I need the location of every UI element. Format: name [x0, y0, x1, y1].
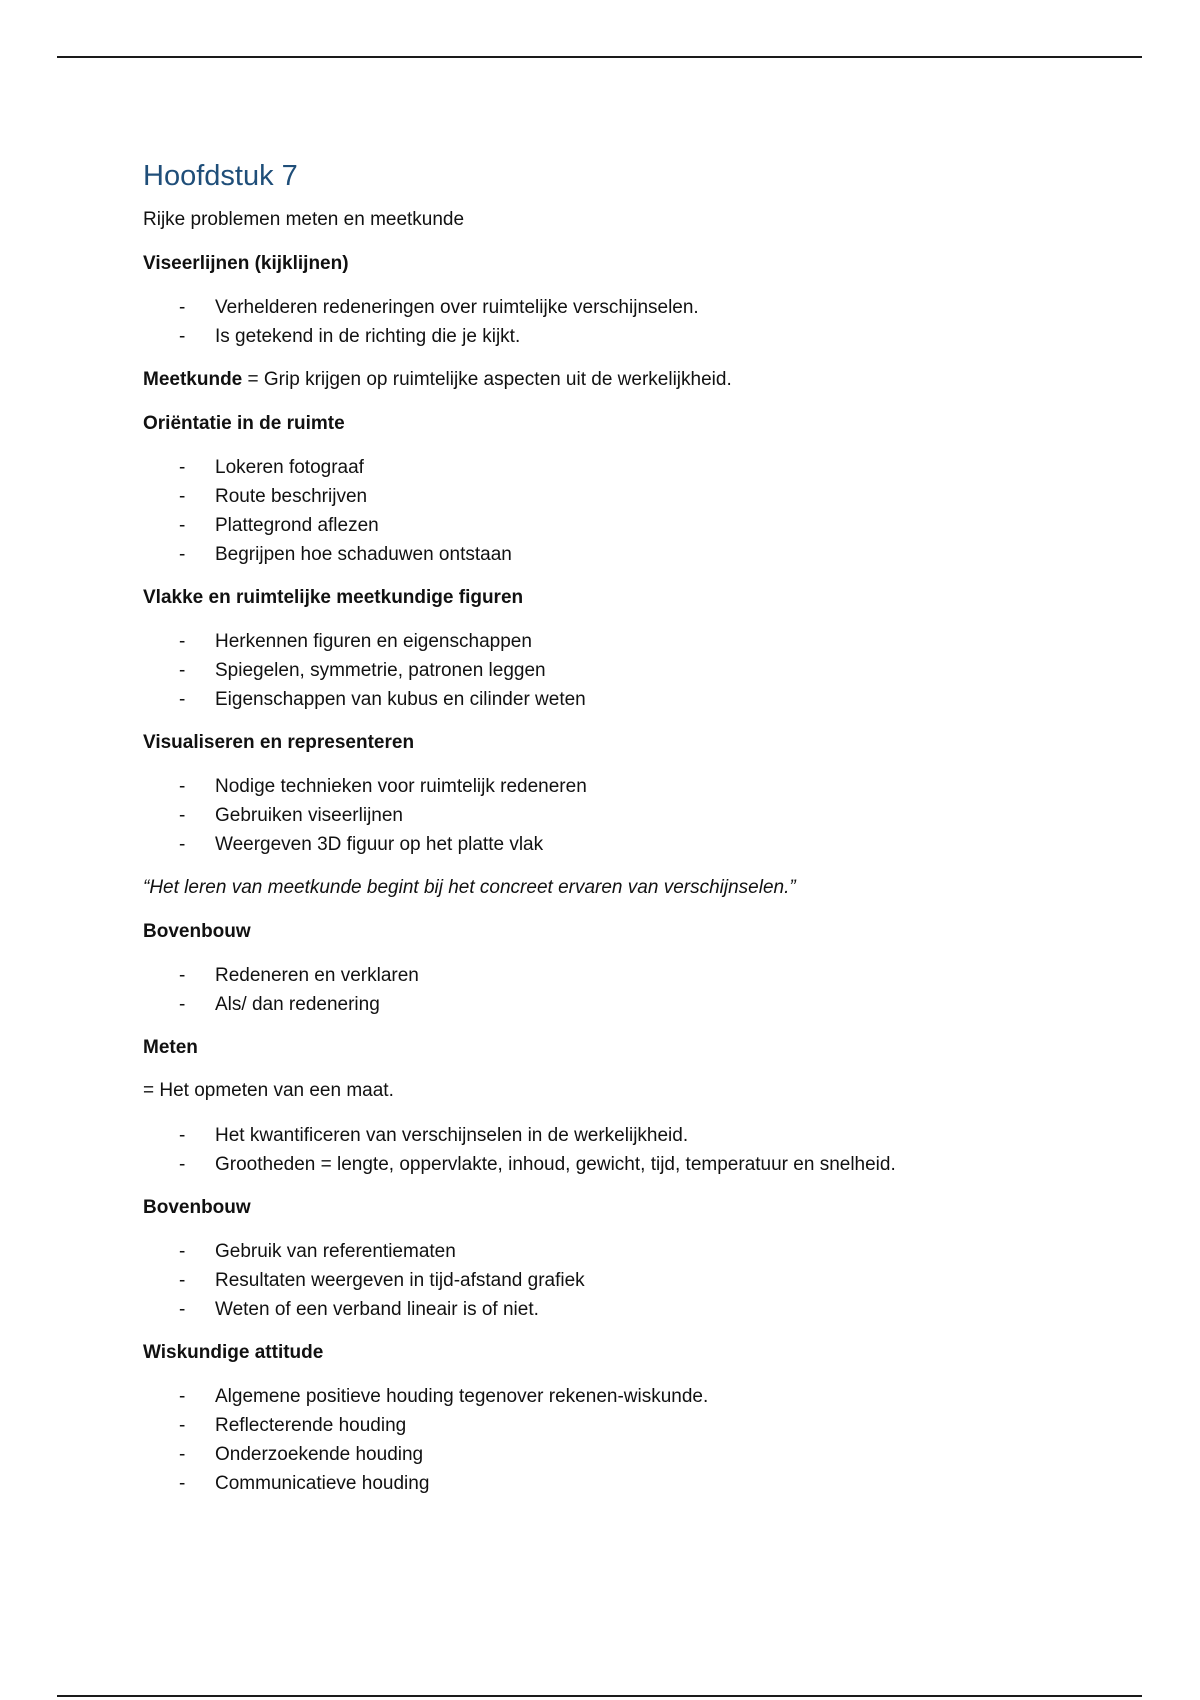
heading-viseerlijnen: Viseerlijnen (kijklijnen) — [143, 253, 349, 275]
list-item — [143, 772, 1083, 801]
dash-bullet: - — [179, 486, 186, 508]
dash-bullet: - — [179, 776, 186, 798]
list-item — [143, 627, 1083, 656]
dash-bullet: - — [179, 1444, 186, 1466]
meten-definition: = Het opmeten van een maat. — [143, 1080, 394, 1102]
dash-bullet: - — [179, 660, 186, 682]
list-item-text: Grootheden = lengte, oppervlakte, inhoud, gewicht, tijd, temperatuur en snelheid. — [215, 1154, 896, 1176]
dash-bullet: - — [179, 1299, 186, 1321]
list-item-text: Resultaten weergeven in tijd-afstand grafiek — [215, 1270, 585, 1292]
list-item-text: Plattegrond aflezen — [215, 515, 379, 537]
dash-bullet: - — [179, 631, 186, 653]
dash-bullet: - — [179, 1473, 186, 1495]
list-bovenbouw-2 — [143, 1237, 1083, 1324]
list-item-text: Onderzoekende houding — [215, 1444, 424, 1466]
list-item-text: Weergeven 3D figuur op het platte vlak — [215, 834, 544, 856]
chapter-title: Hoofdstuk 7 — [143, 160, 298, 192]
dash-bullet: - — [179, 1386, 186, 1408]
heading-visualiseren: Visualiseren en representeren — [143, 732, 415, 754]
list-item-text: Gebruik van referentiematen — [215, 1241, 456, 1263]
dash-bullet: - — [179, 297, 186, 319]
list-item-text: Als/ dan redenering — [215, 994, 380, 1016]
dash-bullet: - — [179, 1270, 186, 1292]
heading-attitude: Wiskundige attitude — [143, 1342, 324, 1364]
list-item — [143, 1266, 1083, 1295]
list-orientatie — [143, 453, 1083, 569]
quote: “Het leren van meetkunde begint bij het concreet ervaren van verschijnselen.” — [143, 877, 796, 899]
meetkunde-term: Meetkunde — [143, 369, 243, 391]
list-item-text: Spiegelen, symmetrie, patronen leggen — [215, 660, 546, 682]
list-item — [143, 511, 1083, 540]
list-item — [143, 453, 1083, 482]
list-viseerlijnen — [143, 293, 1083, 351]
meetkunde-text: = Grip krijgen op ruimtelijke aspecten uit de werkelijkheid. — [242, 369, 732, 391]
list-item-text: Het kwantificeren van verschijnselen in de werkelijkheid. — [215, 1125, 689, 1147]
list-item — [143, 685, 1083, 714]
dash-bullet: - — [179, 834, 186, 856]
list-item — [143, 830, 1083, 859]
document-body — [143, 158, 1083, 1513]
list-item — [143, 801, 1083, 830]
dash-bullet: - — [179, 1154, 186, 1176]
list-item — [143, 1121, 1083, 1150]
top-rule — [57, 56, 1142, 58]
list-attitude — [143, 1382, 1083, 1498]
list-item-text: Eigenschappen van kubus en cilinder weten — [215, 689, 586, 711]
subtitle: Rijke problemen meten en meetkunde — [143, 209, 465, 231]
dash-bullet: - — [179, 515, 186, 537]
list-item-text: Communicatieve houding — [215, 1473, 430, 1495]
dash-bullet: - — [179, 326, 186, 348]
list-visualiseren — [143, 772, 1083, 859]
list-item — [143, 1237, 1083, 1266]
list-item-text: Route beschrijven — [215, 486, 368, 508]
dash-bullet: - — [179, 1125, 186, 1147]
list-item-text: Lokeren fotograaf — [215, 457, 364, 479]
list-meten — [143, 1121, 1083, 1179]
list-item-text: Begrijpen hoe schaduwen ontstaan — [215, 544, 512, 566]
dash-bullet: - — [179, 457, 186, 479]
heading-bovenbouw-1: Bovenbouw — [143, 921, 251, 943]
list-item — [143, 1411, 1083, 1440]
list-item-text: Redeneren en verklaren — [215, 965, 419, 987]
list-item-text: Gebruiken viseerlijnen — [215, 805, 403, 827]
meetkunde-definition — [143, 366, 1083, 394]
dash-bullet: - — [179, 965, 186, 987]
list-item-text: Weten of een verband lineair is of niet. — [215, 1299, 539, 1321]
list-item-text: Nodige technieken voor ruimtelijk redeneren — [215, 776, 587, 798]
dash-bullet: - — [179, 1415, 186, 1437]
list-item — [143, 961, 1083, 990]
list-bovenbouw-1 — [143, 961, 1083, 1019]
list-item — [143, 293, 1083, 322]
list-item — [143, 990, 1083, 1019]
list-figuren — [143, 627, 1083, 714]
list-item — [143, 1295, 1083, 1324]
list-item — [143, 1382, 1083, 1411]
dash-bullet: - — [179, 994, 186, 1016]
list-item — [143, 540, 1083, 569]
dash-bullet: - — [179, 1241, 186, 1263]
list-item — [143, 322, 1083, 351]
dash-bullet: - — [179, 805, 186, 827]
bottom-rule — [57, 1695, 1142, 1697]
heading-bovenbouw-2: Bovenbouw — [143, 1197, 251, 1219]
list-item — [143, 656, 1083, 685]
dash-bullet: - — [179, 544, 186, 566]
heading-meten: Meten — [143, 1037, 198, 1059]
list-item-text: Reflecterende houding — [215, 1415, 407, 1437]
list-item — [143, 1150, 1083, 1179]
list-item-text: Verhelderen redeneringen over ruimtelijke verschijnselen. — [215, 297, 699, 319]
list-item — [143, 1440, 1083, 1469]
list-item-text: Algemene positieve houding tegenover rekenen-wiskunde. — [215, 1386, 709, 1408]
heading-figuren: Vlakke en ruimtelijke meetkundige figuren — [143, 587, 524, 609]
list-item — [143, 1469, 1083, 1498]
dash-bullet: - — [179, 689, 186, 711]
list-item — [143, 482, 1083, 511]
list-item-text: Is getekend in de richting die je kijkt. — [215, 326, 521, 348]
heading-orientatie: Oriëntatie in de ruimte — [143, 413, 345, 435]
list-item-text: Herkennen figuren en eigenschappen — [215, 631, 532, 653]
